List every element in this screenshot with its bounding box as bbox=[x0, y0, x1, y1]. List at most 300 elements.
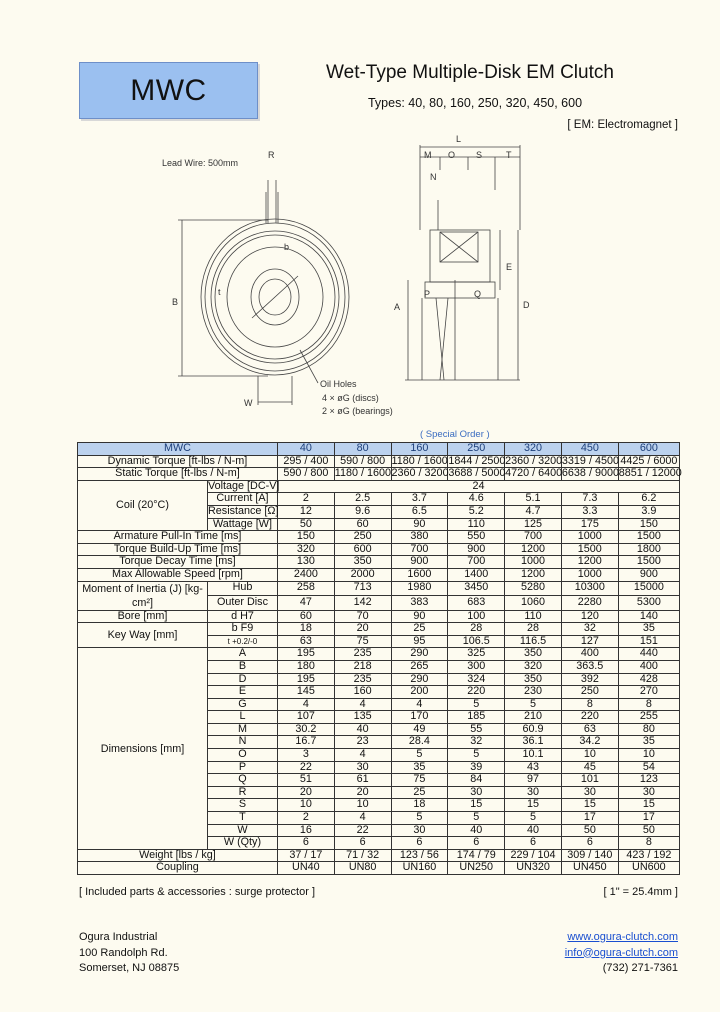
table-cell: 5280 bbox=[505, 581, 562, 596]
table-cell: 142 bbox=[334, 596, 391, 611]
table-cell: 127 bbox=[561, 635, 618, 648]
technical-drawing bbox=[0, 134, 720, 430]
table-cell: 50 bbox=[618, 824, 679, 837]
dim-D: D bbox=[523, 300, 530, 310]
group-label-dimensions: Dimensions [mm] bbox=[78, 648, 208, 850]
table-cell: 20 bbox=[334, 786, 391, 799]
table-cell: 145 bbox=[277, 686, 334, 699]
header-row bbox=[78, 443, 680, 456]
table-cell: 6 bbox=[391, 837, 448, 850]
table-cell: 25 bbox=[391, 786, 448, 799]
table-cell: 110 bbox=[448, 518, 505, 531]
included-parts: [ Included parts & accessories : surge protector ] bbox=[79, 886, 316, 898]
table-cell: 15 bbox=[505, 799, 562, 812]
model-column-header: 450 bbox=[561, 443, 618, 456]
table-cell: 180 bbox=[277, 660, 334, 673]
dim-E: E bbox=[506, 262, 513, 272]
table-cell: 324 bbox=[448, 673, 505, 686]
table-cell: 2 bbox=[277, 493, 334, 506]
dim-t: t bbox=[218, 287, 221, 297]
table-cell: 2280 bbox=[561, 596, 618, 611]
table-cell: 63 bbox=[277, 635, 334, 648]
oil-holes-label: Oil Holes bbox=[320, 379, 357, 389]
table-cell: 220 bbox=[561, 711, 618, 724]
table-cell: 51 bbox=[277, 774, 334, 787]
table-cell: UN320 bbox=[505, 862, 562, 875]
table-cell: 1000 bbox=[505, 556, 562, 569]
table-cell: 151 bbox=[618, 635, 679, 648]
table-cell: 250 bbox=[561, 686, 618, 699]
table-cell: 5 bbox=[448, 812, 505, 825]
table-cell: 3.9 bbox=[618, 505, 679, 518]
row-sublabel: M bbox=[208, 723, 278, 736]
group-label-coil: Coil (20°C) bbox=[78, 480, 208, 530]
row-sublabel: L bbox=[208, 711, 278, 724]
group-label-keyway: Key Way [mm] bbox=[78, 623, 208, 648]
table-cell: 1180 / 1600 bbox=[334, 467, 391, 480]
table-cell: 3450 bbox=[448, 581, 505, 596]
table-cell: 900 bbox=[391, 556, 448, 569]
table-cell: 174 / 79 bbox=[448, 849, 505, 862]
table-cell: 28.4 bbox=[391, 736, 448, 749]
table-row bbox=[78, 648, 680, 661]
table-cell: 320 bbox=[505, 660, 562, 673]
table-cell: 15000 bbox=[618, 581, 679, 596]
table-cell: 2.5 bbox=[334, 493, 391, 506]
table-cell: 3.7 bbox=[391, 493, 448, 506]
dim-A: A bbox=[394, 302, 401, 312]
table-cell: 150 bbox=[277, 531, 334, 544]
table-cell: 32 bbox=[448, 736, 505, 749]
table-cell: 75 bbox=[334, 635, 391, 648]
table-cell: 1180 / 1600 bbox=[391, 454, 448, 467]
table-cell: 150 bbox=[618, 518, 679, 531]
table-cell: 195 bbox=[277, 648, 334, 661]
table-cell: 130 bbox=[277, 556, 334, 569]
model-column-header: 80 bbox=[334, 443, 391, 456]
row-sublabel: S bbox=[208, 799, 278, 812]
dim-b: b bbox=[284, 242, 290, 252]
table-cell: 30 bbox=[391, 824, 448, 837]
table-cell: 2360 / 3200 bbox=[505, 454, 563, 467]
model-logo-box bbox=[79, 62, 258, 119]
table-cell: 6 bbox=[505, 837, 562, 850]
table-cell: 18 bbox=[277, 623, 334, 636]
table-cell: UN600 bbox=[618, 862, 679, 875]
table-cell: 309 / 140 bbox=[561, 849, 618, 862]
table-cell: 4.6 bbox=[448, 493, 505, 506]
table-cell: 16 bbox=[277, 824, 334, 837]
table-cell: 295 / 400 bbox=[277, 455, 334, 468]
table-cell: 8 bbox=[618, 698, 679, 711]
table-row bbox=[78, 531, 680, 544]
spec-table bbox=[77, 442, 680, 875]
table-cell: 5 bbox=[448, 698, 505, 711]
table-cell: 713 bbox=[334, 581, 391, 596]
table-cell: 900 bbox=[618, 568, 679, 581]
table-cell: UN80 bbox=[334, 862, 391, 875]
table-cell: 1500 bbox=[618, 531, 679, 544]
table-cell: 1844 / 2500 bbox=[448, 454, 506, 467]
table-cell: UN450 bbox=[561, 862, 618, 875]
table-cell: 37 / 17 bbox=[277, 849, 334, 862]
model-column-header: 40 bbox=[277, 443, 334, 456]
table-cell: 106.5 bbox=[448, 635, 505, 648]
table-cell: 24 bbox=[277, 480, 679, 493]
row-label: Dynamic Torque [ft-lbs / N-m] bbox=[78, 455, 278, 468]
table-cell: 1400 bbox=[448, 568, 505, 581]
table-cell: 1800 bbox=[618, 543, 679, 556]
table-cell: 55 bbox=[448, 723, 505, 736]
table-cell: 423 / 192 bbox=[618, 849, 679, 862]
table-cell: 160 bbox=[334, 686, 391, 699]
table-cell: 175 bbox=[561, 518, 618, 531]
row-label: Max Allowable Speed [rpm] bbox=[78, 568, 278, 581]
dim-R: R bbox=[268, 150, 275, 160]
table-cell: 54 bbox=[618, 761, 679, 774]
table-cell: 350 bbox=[505, 673, 562, 686]
table-cell: 590 / 800 bbox=[334, 455, 391, 468]
table-cell: 229 / 104 bbox=[505, 849, 562, 862]
spec-table-body bbox=[78, 443, 680, 875]
dim-L: L bbox=[456, 134, 462, 144]
group-label-inertia: Moment of Inertia (J) [kg-cm²] bbox=[78, 581, 208, 610]
table-cell: 8851 / 12000 bbox=[618, 467, 682, 480]
row-label: Torque Decay Time [ms] bbox=[78, 556, 278, 569]
lead-wire-label: Lead Wire: 500mm bbox=[162, 158, 239, 168]
table-cell: 90 bbox=[391, 610, 448, 623]
table-cell: 35 bbox=[618, 623, 679, 636]
table-cell: 30 bbox=[561, 786, 618, 799]
table-row bbox=[78, 556, 680, 569]
table-cell: 200 bbox=[391, 686, 448, 699]
dim-T: T bbox=[506, 150, 512, 160]
table-cell: UN160 bbox=[391, 862, 448, 875]
row-sublabel: Outer Disc bbox=[208, 596, 278, 611]
table-cell: UN250 bbox=[448, 862, 505, 875]
table-cell: 22 bbox=[277, 761, 334, 774]
row-sublabel: T bbox=[208, 812, 278, 825]
table-row bbox=[78, 568, 680, 581]
table-cell: 4 bbox=[334, 698, 391, 711]
table-cell: 4 bbox=[391, 698, 448, 711]
table-cell: 43 bbox=[505, 761, 562, 774]
table-cell: 5.2 bbox=[448, 505, 505, 518]
table-cell: 265 bbox=[391, 660, 448, 673]
table-cell: 80 bbox=[618, 723, 679, 736]
table-cell: 7.3 bbox=[561, 493, 618, 506]
model-column-header: 600 bbox=[618, 443, 679, 456]
row-sublabel: G bbox=[208, 698, 278, 711]
table-cell: 400 bbox=[618, 660, 679, 673]
table-cell: 32 bbox=[561, 623, 618, 636]
table-cell: 270 bbox=[618, 686, 679, 699]
table-cell: 39 bbox=[448, 761, 505, 774]
table-cell: 60 bbox=[277, 610, 334, 623]
row-sublabel: W (Qty) bbox=[208, 837, 278, 850]
table-cell: 350 bbox=[505, 648, 562, 661]
table-cell: 1500 bbox=[618, 556, 679, 569]
table-cell: 45 bbox=[561, 761, 618, 774]
table-cell: 97 bbox=[505, 774, 562, 787]
row-label: Weight [lbs / kg] bbox=[78, 849, 278, 862]
table-cell: 400 bbox=[561, 648, 618, 661]
table-cell: 363.5 bbox=[561, 660, 618, 673]
table-cell: 428 bbox=[618, 673, 679, 686]
table-cell: 350 bbox=[334, 556, 391, 569]
table-cell: 320 bbox=[277, 543, 334, 556]
table-cell: 2360 / 3200 bbox=[391, 467, 449, 480]
table-cell: 4425 / 6000 bbox=[618, 455, 679, 468]
page-title: Wet-Type Multiple-Disk EM Clutch bbox=[326, 62, 614, 83]
table-cell: 440 bbox=[618, 648, 679, 661]
table-row bbox=[78, 455, 680, 468]
table-cell: 1980 bbox=[391, 581, 448, 596]
table-cell: 1000 bbox=[561, 568, 618, 581]
row-sublabel: Current [A] bbox=[208, 493, 278, 506]
table-cell: 9.6 bbox=[334, 505, 391, 518]
table-cell: 10300 bbox=[561, 581, 618, 596]
row-sublabel: E bbox=[208, 686, 278, 699]
table-cell: 15 bbox=[618, 799, 679, 812]
table-cell: 383 bbox=[391, 596, 448, 611]
table-cell: 1200 bbox=[505, 568, 562, 581]
table-cell: 1500 bbox=[561, 543, 618, 556]
street: 100 Randolph Rd. bbox=[79, 946, 168, 959]
table-cell: 1200 bbox=[561, 556, 618, 569]
table-cell: 10 bbox=[561, 749, 618, 762]
table-cell: 4 bbox=[277, 698, 334, 711]
table-cell: 4720 / 6400 bbox=[505, 467, 563, 480]
row-sublabel: W bbox=[208, 824, 278, 837]
table-cell: 140 bbox=[618, 610, 679, 623]
table-row bbox=[78, 610, 680, 623]
dim-N: N bbox=[430, 172, 437, 182]
table-cell: 30 bbox=[505, 786, 562, 799]
table-cell: 300 bbox=[448, 660, 505, 673]
website-link[interactable]: www.ogura-clutch.com bbox=[567, 931, 678, 943]
model-column-header: 160 bbox=[391, 443, 448, 456]
table-cell: 683 bbox=[448, 596, 505, 611]
table-cell: 63 bbox=[561, 723, 618, 736]
table-cell: 3 bbox=[277, 749, 334, 762]
table-cell: 5300 bbox=[618, 596, 679, 611]
table-cell: 17 bbox=[561, 812, 618, 825]
table-cell: 35 bbox=[618, 736, 679, 749]
row-sublabel: Q bbox=[208, 774, 278, 787]
dim-O: O bbox=[448, 150, 456, 160]
table-cell: 75 bbox=[391, 774, 448, 787]
table-cell: 290 bbox=[391, 673, 448, 686]
table-cell: 30.2 bbox=[277, 723, 334, 736]
dim-B: B bbox=[172, 297, 179, 307]
table-row bbox=[78, 849, 680, 862]
table-row bbox=[78, 543, 680, 556]
model-name: MWC bbox=[130, 73, 207, 107]
em-note: [ EM: Electromagnet ] bbox=[567, 119, 678, 131]
table-cell: 1060 bbox=[505, 596, 562, 611]
table-cell: 107 bbox=[277, 711, 334, 724]
table-cell: 16.7 bbox=[277, 736, 334, 749]
table-cell: 70 bbox=[334, 610, 391, 623]
oil-bearings-label: 2 × øG (bearings) bbox=[322, 406, 393, 416]
table-cell: 2 bbox=[277, 812, 334, 825]
table-cell: 123 / 56 bbox=[391, 849, 448, 862]
table-cell: 218 bbox=[334, 660, 391, 673]
table-cell: 1000 bbox=[561, 531, 618, 544]
table-cell: 49 bbox=[391, 723, 448, 736]
row-sublabel: Wattage [W] bbox=[208, 518, 278, 531]
table-cell: 600 bbox=[334, 543, 391, 556]
table-cell: 3688 / 5000 bbox=[448, 467, 506, 480]
company-address bbox=[79, 930, 179, 977]
table-cell: 135 bbox=[334, 711, 391, 724]
table-cell: 120 bbox=[561, 610, 618, 623]
table-cell: 2000 bbox=[334, 568, 391, 581]
table-cell: 35 bbox=[391, 761, 448, 774]
table-cell: 255 bbox=[618, 711, 679, 724]
table-cell: 6 bbox=[448, 837, 505, 850]
table-cell: 185 bbox=[448, 711, 505, 724]
table-row bbox=[78, 862, 680, 875]
table-cell: 210 bbox=[505, 711, 562, 724]
table-cell: 28 bbox=[448, 623, 505, 636]
row-label: Bore [mm] bbox=[78, 610, 208, 623]
table-row bbox=[78, 480, 680, 493]
table-cell: 10 bbox=[334, 799, 391, 812]
types-line: Types: 40, 80, 160, 250, 320, 450, 600 bbox=[367, 96, 583, 110]
table-cell: 290 bbox=[391, 648, 448, 661]
table-cell: 258 bbox=[277, 581, 334, 596]
row-sublabel: P bbox=[208, 761, 278, 774]
dim-S: S bbox=[476, 150, 483, 160]
table-cell: 1200 bbox=[505, 543, 562, 556]
table-cell: 50 bbox=[561, 824, 618, 837]
table-cell: 30 bbox=[448, 786, 505, 799]
table-cell: 101 bbox=[561, 774, 618, 787]
model-column-header: 320 bbox=[505, 443, 562, 456]
table-cell: 380 bbox=[391, 531, 448, 544]
table-cell: 2400 bbox=[277, 568, 334, 581]
table-cell: 123 bbox=[618, 774, 679, 787]
oil-discs-label: 4 × øG (discs) bbox=[322, 393, 379, 403]
row-sublabel: Voltage [DC-V] bbox=[208, 479, 280, 492]
row-sublabel: d H7 bbox=[208, 610, 278, 623]
table-cell: 5.1 bbox=[505, 493, 562, 506]
table-cell: 34.2 bbox=[561, 736, 618, 749]
table-cell: 15 bbox=[448, 799, 505, 812]
table-cell: 8 bbox=[618, 837, 679, 850]
table-cell: 40 bbox=[448, 824, 505, 837]
table-cell: 230 bbox=[505, 686, 562, 699]
special-order-label: ( Special Order ) bbox=[420, 429, 490, 440]
table-cell: 700 bbox=[505, 531, 562, 544]
table-cell: 40 bbox=[334, 723, 391, 736]
dim-M: M bbox=[424, 150, 432, 160]
table-cell: 900 bbox=[448, 543, 505, 556]
table-cell: 325 bbox=[448, 648, 505, 661]
table-cell: 6.5 bbox=[391, 505, 448, 518]
table-row bbox=[78, 468, 680, 481]
table-cell: 30 bbox=[618, 786, 679, 799]
table-cell: 20 bbox=[334, 623, 391, 636]
table-cell: 3.3 bbox=[561, 505, 618, 518]
row-sublabel: R bbox=[208, 786, 278, 799]
table-cell: 5 bbox=[391, 812, 448, 825]
unit-conversion: [ 1" = 25.4mm ] bbox=[603, 886, 678, 898]
model-header: MWC bbox=[78, 443, 278, 456]
table-cell: 170 bbox=[391, 711, 448, 724]
table-cell: 84 bbox=[448, 774, 505, 787]
table-cell: 700 bbox=[391, 543, 448, 556]
table-cell: 235 bbox=[334, 648, 391, 661]
table-cell: 25 bbox=[391, 623, 448, 636]
phone: (732) 271-7361 bbox=[602, 962, 678, 974]
table-cell: 10.1 bbox=[505, 749, 562, 762]
table-cell: 5 bbox=[448, 749, 505, 762]
table-cell: 4 bbox=[334, 749, 391, 762]
email-link[interactable]: info@ogura-clutch.com bbox=[564, 946, 678, 959]
table-cell: 5 bbox=[505, 698, 562, 711]
table-cell: 22 bbox=[334, 824, 391, 837]
table-cell: 100 bbox=[448, 610, 505, 623]
table-cell: 3319 / 4500 bbox=[561, 454, 619, 467]
table-cell: 28 bbox=[505, 623, 562, 636]
row-label: Armature Pull-In Time [ms] bbox=[78, 531, 278, 544]
table-cell: 30 bbox=[334, 761, 391, 774]
table-cell: 116.5 bbox=[505, 635, 562, 648]
table-cell: 6 bbox=[277, 837, 334, 850]
table-cell: 95 bbox=[391, 635, 448, 648]
table-cell: 195 bbox=[277, 673, 334, 686]
row-sublabel: Hub bbox=[208, 581, 278, 596]
row-sublabel: N bbox=[208, 736, 278, 749]
table-cell: 4 bbox=[334, 812, 391, 825]
row-label: Static Torque [ft-lbs / N-m] bbox=[78, 468, 278, 481]
table-row bbox=[78, 623, 680, 636]
table-cell: 60 bbox=[334, 518, 391, 531]
table-cell: 5 bbox=[505, 812, 562, 825]
row-sublabel: b F9 bbox=[208, 623, 278, 636]
table-cell: 90 bbox=[391, 518, 448, 531]
table-cell: 6638 / 9000 bbox=[561, 467, 619, 480]
table-cell: 8 bbox=[561, 698, 618, 711]
row-sublabel: A bbox=[208, 648, 278, 661]
row-sublabel: D bbox=[208, 673, 278, 686]
table-cell: UN40 bbox=[277, 862, 334, 875]
table-cell: 590 / 800 bbox=[277, 468, 334, 481]
contact-block bbox=[565, 930, 678, 977]
table-cell: 36.1 bbox=[505, 736, 562, 749]
table-cell: 110 bbox=[505, 610, 562, 623]
table-cell: 23 bbox=[334, 736, 391, 749]
row-sublabel: t +0.2/-0 bbox=[208, 635, 278, 648]
table-cell: 5 bbox=[391, 749, 448, 762]
table-cell: 1600 bbox=[391, 568, 448, 581]
table-row bbox=[78, 581, 680, 596]
table-cell: 20 bbox=[277, 786, 334, 799]
table-cell: 17 bbox=[618, 812, 679, 825]
table-cell: 47 bbox=[277, 596, 334, 611]
row-sublabel: O bbox=[208, 749, 278, 762]
table-cell: 6 bbox=[561, 837, 618, 850]
table-cell: 10 bbox=[277, 799, 334, 812]
table-cell: 15 bbox=[561, 799, 618, 812]
table-cell: 550 bbox=[448, 531, 505, 544]
company-name: Ogura Industrial bbox=[79, 931, 158, 943]
table-cell: 60.9 bbox=[505, 723, 562, 736]
row-sublabel: Resistance [Ω] bbox=[208, 504, 279, 517]
